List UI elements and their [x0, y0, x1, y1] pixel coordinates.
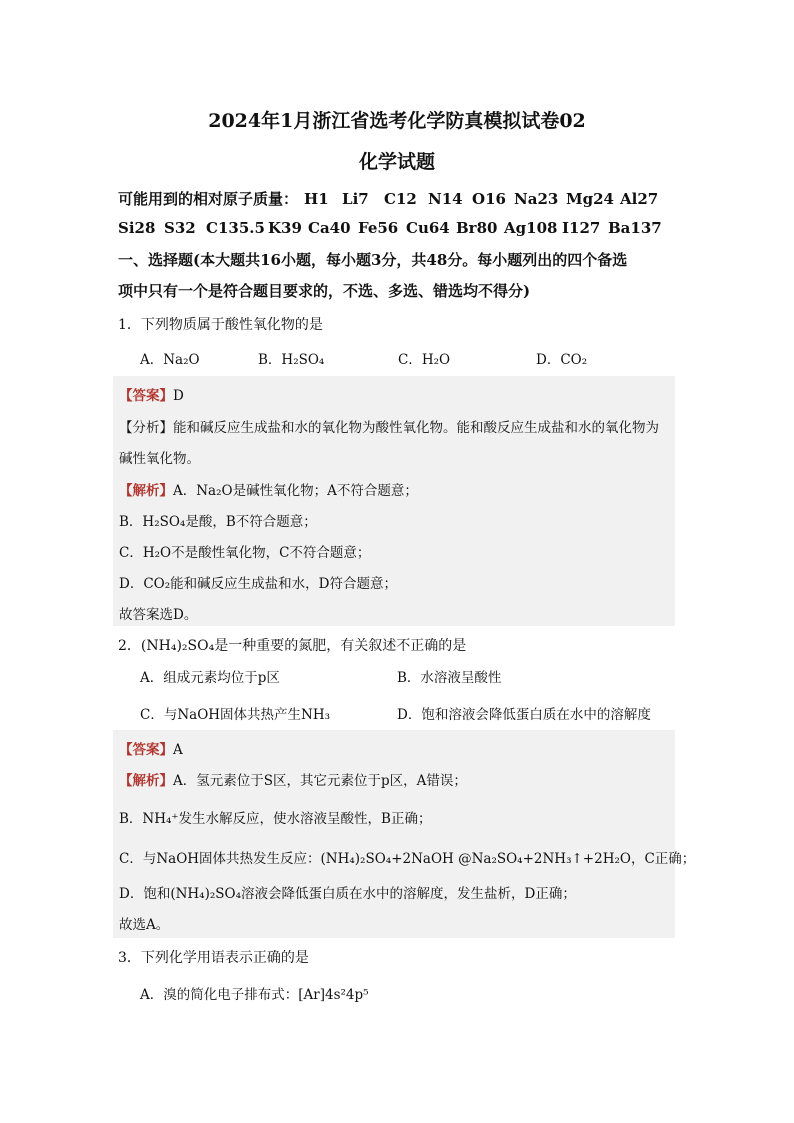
- question-2-explain-line-2: B．NH₄⁺发生水解反应，使水溶液呈酸性，B正确；: [119, 811, 432, 827]
- question-2-explain-line-3: C．与NaOH固体共热发生反应：(NH₄)₂SO₄+2NaOH @Na₂SO₄+2NH₃↑+2H₂O，C正确；: [119, 851, 696, 867]
- exam-title: 2024年1月浙江省选考化学防真模拟试卷02: [208, 110, 586, 132]
- atomic-mass: Al27: [620, 190, 659, 208]
- atomic-masses-line-2: [118, 219, 662, 237]
- atomic-mass: Si28: [118, 219, 156, 237]
- question-2-option-a: A．组成元素均位于p区: [140, 670, 280, 686]
- question-1-answer-block: [113, 376, 675, 626]
- question-3-stem: 3．下列化学用语表示正确的是: [118, 950, 309, 966]
- question-2-answer: [119, 738, 183, 758]
- question-1-analysis-line-1: [119, 416, 659, 436]
- question-2-option-c: C．与NaOH固体共热产生NH₃: [140, 707, 331, 723]
- answer-value: A: [173, 742, 183, 758]
- question-1-option-b: B．H₂SO₄: [258, 352, 325, 368]
- atomic-masses-line-1: [118, 188, 658, 209]
- question-2-conclusion: 故选A。: [119, 917, 170, 933]
- atomic-mass: Cu64: [406, 219, 450, 237]
- explain-tag: 【解析】: [119, 483, 173, 499]
- explain-text: A．氢元素位于S区，其它元素位于p区，A错误；: [173, 773, 467, 789]
- question-1-stem: 1．下列物质属于酸性氧化物的是: [118, 317, 323, 333]
- question-2-answer-block: [113, 730, 696, 938]
- atomic-mass: S32: [164, 219, 196, 237]
- atomic-mass: Na23: [514, 190, 559, 208]
- answer-value: D: [173, 388, 184, 404]
- answer-tag: 【答案】: [119, 742, 173, 758]
- atomic-mass: C12: [384, 190, 417, 208]
- question-1-explain-line-3: C．H₂O不是酸性氧化物，C不符合题意；: [119, 545, 371, 561]
- exam-subtitle: 化学试题: [358, 151, 435, 173]
- question-1-option-a: A．Na₂O: [140, 352, 200, 368]
- atomic-mass: Mg24: [566, 190, 614, 208]
- analysis-tag: 【分析】: [119, 420, 173, 436]
- atomic-mass: H1: [304, 190, 329, 208]
- atomic-mass: O16: [472, 190, 506, 208]
- question-3-option-a: A．溴的简化电子排布式：[Ar]4s²4p⁵: [140, 987, 369, 1003]
- atomic-mass: Ca40: [308, 219, 351, 237]
- atomic-mass: N14: [428, 190, 463, 208]
- answer-tag: 【答案】: [119, 388, 173, 404]
- atomic-masses-label: 可能用到的相对原子质量：: [118, 190, 299, 208]
- question-2-option-d: D．饱和溶液会降低蛋白质在水中的溶解度: [397, 707, 651, 723]
- analysis-text: 能和碱反应生成盐和水的氧化物为酸性氧化物。能和酸反应生成盐和水的氧化物为: [173, 420, 659, 436]
- question-1-explain-line-2: B．H₂SO₄是酸，B不符合题意；: [119, 514, 317, 530]
- question-1-option-c: C．H₂O: [398, 352, 451, 368]
- question-2-explain-line-1: [119, 769, 467, 789]
- explain-tag: 【解析】: [119, 773, 173, 789]
- question-1-analysis-line-2: 碱性氧化物。: [119, 451, 200, 467]
- question-1-conclusion: 故答案选D。: [119, 607, 198, 623]
- atomic-mass: C135.5: [206, 219, 265, 237]
- atomic-mass: K39: [268, 219, 302, 237]
- atomic-mass: Br80: [456, 219, 498, 237]
- atomic-mass: Ag108: [504, 219, 558, 237]
- question-2-option-b: B．水溶液呈酸性: [397, 670, 502, 686]
- question-1-explain-line-4: D．CO₂能和碱反应生成盐和水，D符合题意；: [119, 576, 397, 592]
- question-2-stem: 2．(NH₄)₂SO₄是一种重要的氮肥，有关叙述不正确的是: [118, 638, 467, 654]
- atomic-mass: Li7: [342, 190, 369, 208]
- question-1-answer: [119, 384, 184, 404]
- atomic-mass: Ba137: [608, 219, 662, 237]
- section-header-line-1: 一、选择题(本大题共16小题，每小题3分，共48分。每小题列出的四个备选: [118, 251, 628, 269]
- atomic-mass: I127: [562, 219, 601, 237]
- atomic-mass: Fe56: [358, 219, 399, 237]
- question-1-explain-line-1: [119, 479, 418, 499]
- question-2-explain-line-4: D．饱和(NH₄)₂SO₄溶液会降低蛋白质在水中的溶解度，发生盐析，D正确；: [119, 886, 576, 902]
- explain-text: A．Na₂O是碱性氧化物；A不符合题意；: [173, 483, 418, 499]
- section-header-line-2: 项中只有一个是符合题目要求的，不选、多选、错选均不得分): [118, 282, 531, 300]
- question-1-option-d: D．CO₂: [536, 352, 588, 368]
